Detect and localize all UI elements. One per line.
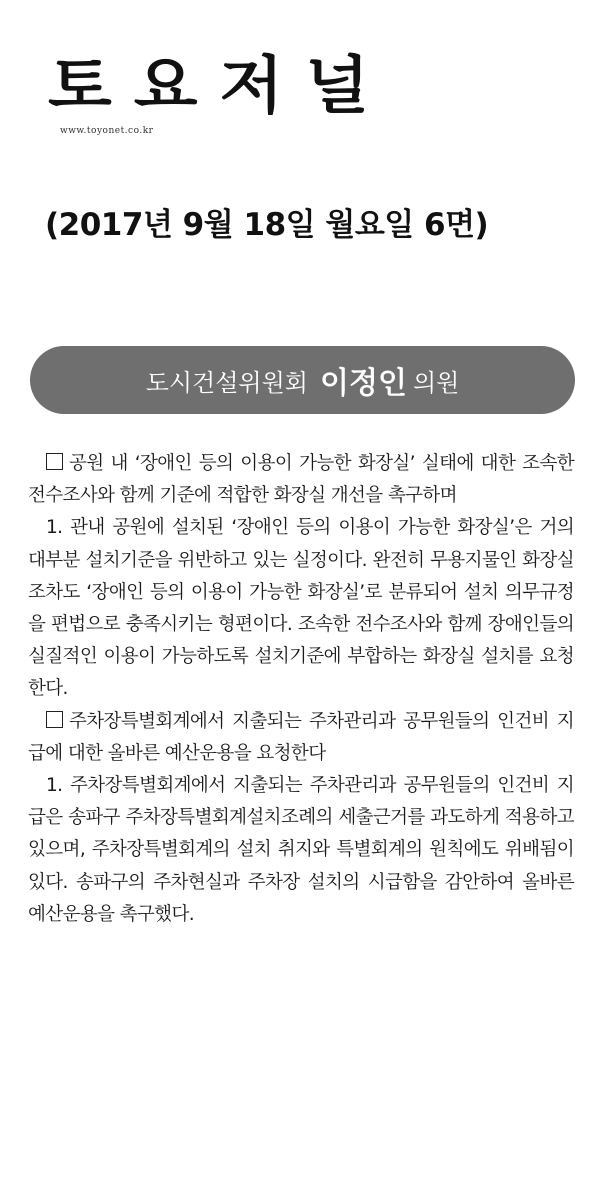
article-body [28, 448, 574, 931]
paragraph-text: 1. 관내 공원에 설치된 ‘장애인 등의 이용이 가능한 화장실’은 거의 대부분 설치기준을 위반하고 있는 실정이다. 완전히 무용지물인 화장실조차도 ‘장애인 등의 이용이 가능한 화장실’로 분류되어 설치 의무규정을 편법으로 충족시키는 형편이다. 조속한 전수조사와 함께 장애인들의 실질적인 이용이 가능하도록 설치기준에 부합하는 화장실 설치를 요청한다. [28, 517, 574, 700]
article-paragraph [28, 706, 574, 770]
masthead-title: 토요저널 [48, 48, 392, 123]
paragraph-text: 공원 내 ‘장애인 등의 이용이 가능한 화장실’ 실태에 대한 조속한 전수조사와 함께 기준에 적합한 화장실 개선을 촉구하며 [28, 453, 574, 507]
paragraph-text: 주차장특별회계에서 지출되는 주차관리과 공무원들의 인건비 지급에 대한 올바른 예산운용을 요청한다 [28, 710, 574, 764]
checkbox-icon [46, 453, 63, 470]
article-paragraph [28, 448, 574, 512]
article-paragraph [28, 770, 574, 931]
member-name: 이정인 [319, 366, 407, 401]
masthead-url: www.toyonet.co.kr [60, 126, 154, 136]
committee-name: 도시건설위원회 [145, 368, 308, 397]
member-banner [30, 346, 575, 414]
checkbox-icon [46, 711, 63, 728]
paragraph-text: 1. 주차장특별회계에서 지출되는 주차관리과 공무원들의 인건비 지급은 송파구 주차장특별회계설치조례의 세출근거를 과도하게 적용하고 있으며, 주차장특별회계의 설치 취지와 특별회계의 원칙에도 위배됨이 있다. 송파구의 주차현실과 주차장 설치의 시급함을 감안하여 올바른 예산운용을 촉구했다. [28, 775, 574, 925]
masthead-logo [48, 48, 548, 138]
member-title-suffix: 의원 [412, 368, 460, 397]
article-paragraph [28, 512, 574, 705]
publication-dateline: (2017년 9월 18일 월요일 6면) [45, 207, 489, 243]
